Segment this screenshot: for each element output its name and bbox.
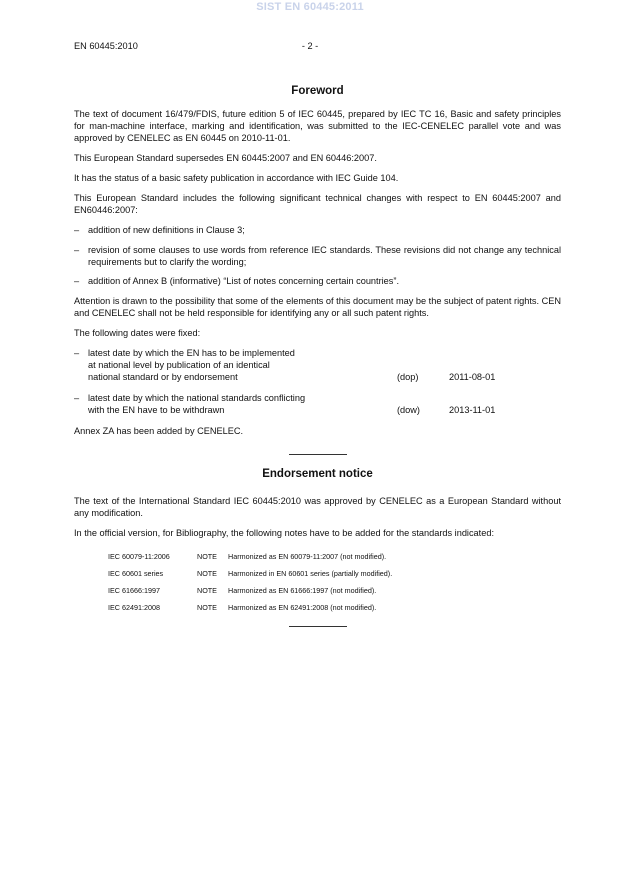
dash-bullet: – — [74, 348, 80, 359]
dates-list — [74, 348, 561, 417]
note-row — [108, 565, 561, 582]
note-text: Harmonized as EN 60079-11:2007 (not modified). — [228, 551, 387, 561]
note-standard: IEC 60601 series — [108, 568, 164, 578]
watermark: SIST EN 60445:2011 — [256, 1, 364, 13]
page-body — [74, 84, 561, 627]
foreword-paragraph-1: The text of document 16/479/FDIS, future edition 5 of IEC 60445, prepared by IEC TC 16, Basic and safety principles for man-machine interface, marking and identification, was submitted to the IEC-CENELEC parallel vote and was approved by CENELEC as EN 60445 on 2010-11-01. — [74, 108, 561, 143]
date-value: 2011-08-01 — [449, 372, 496, 383]
note-standard: IEC 61666:1997 — [108, 585, 160, 595]
foreword-paragraph-6: The following dates were fixed: — [74, 328, 201, 339]
document-id: EN 60445:2010 — [74, 41, 138, 51]
note-row — [108, 582, 561, 599]
date-row-dow — [74, 393, 561, 417]
note-standard: IEC 60079-11:2006 — [108, 551, 170, 561]
endorsement-paragraph-2: In the official version, for Bibliography, the following notes have to be added for the standards indicated: — [74, 527, 494, 538]
change-item-text: addition of Annex B (informative) “List of notes concerning certain countries”. — [88, 276, 400, 287]
dash-bullet: – — [74, 244, 80, 255]
endorsement-title: Endorsement notice — [262, 468, 373, 480]
date-abbreviation: (dop) — [397, 372, 419, 383]
date-description-line: at national level by publication of an identical — [88, 360, 270, 371]
foreword-title: Foreword — [291, 85, 344, 97]
foreword-paragraph-4: This European Standard includes the following significant technical changes with respect to EN 60445:2007 and EN60446:2007: — [74, 192, 561, 215]
foreword-paragraph-2: This European Standard supersedes EN 60445:2007 and EN 60446:2007. — [74, 152, 377, 163]
date-description — [88, 348, 397, 384]
note-row — [108, 548, 561, 565]
date-row-dop — [74, 348, 561, 384]
date-value: 2013-11-01 — [449, 405, 496, 416]
date-description-line: latest date by which the national standards conflicting — [88, 393, 306, 404]
bibliography-notes — [108, 548, 561, 616]
page-number: - 2 - — [301, 41, 319, 51]
date-abbreviation: (dow) — [397, 405, 420, 416]
note-label: NOTE — [197, 551, 217, 561]
dash-bullet: – — [74, 276, 80, 287]
note-text: Harmonized in EN 60601 series (partially modified). — [228, 568, 393, 578]
endorsement-paragraph-1: The text of the International Standard IEC 60445:2010 was approved by CENELEC as a European Standard without any modification. — [74, 495, 561, 518]
note-row — [108, 599, 561, 616]
foreword-paragraph-3: It has the status of a basic safety publication in accordance with IEC Guide 104. — [74, 172, 399, 183]
change-item — [74, 245, 561, 269]
date-description-line: national standard or by endorsement — [88, 372, 238, 383]
note-label: NOTE — [197, 602, 217, 612]
change-item-text: revision of some clauses to use words from reference IEC standards. These revisions did not change any technical requirements but to clarify the wording; — [88, 244, 561, 267]
note-text: Harmonized as EN 61666:1997 (not modified). — [228, 585, 377, 595]
date-description — [88, 393, 397, 417]
foreword-paragraph-7: Annex ZA has been added by CENELEC. — [74, 426, 244, 437]
note-label: NOTE — [197, 568, 217, 578]
section-divider — [289, 454, 347, 455]
dash-bullet: – — [74, 224, 80, 235]
date-description-line: with the EN have to be withdrawn — [88, 405, 225, 416]
note-standard: IEC 62491:2008 — [108, 602, 160, 612]
foreword-paragraph-5: Attention is drawn to the possibility that some of the elements of this document may be the subject of patent rights. CEN and CENELEC shall not be held responsible for identifying any or all such patent rights. — [74, 296, 561, 319]
change-item-text: addition of new definitions in Clause 3; — [88, 224, 245, 235]
note-text: Harmonized as EN 62491:2008 (not modified). — [228, 602, 377, 612]
section-divider — [289, 626, 347, 627]
change-item — [74, 276, 561, 288]
dash-bullet: – — [74, 393, 80, 404]
note-label: NOTE — [197, 585, 217, 595]
date-description-line: latest date by which the EN has to be implemented — [88, 348, 295, 359]
change-item — [74, 225, 561, 237]
